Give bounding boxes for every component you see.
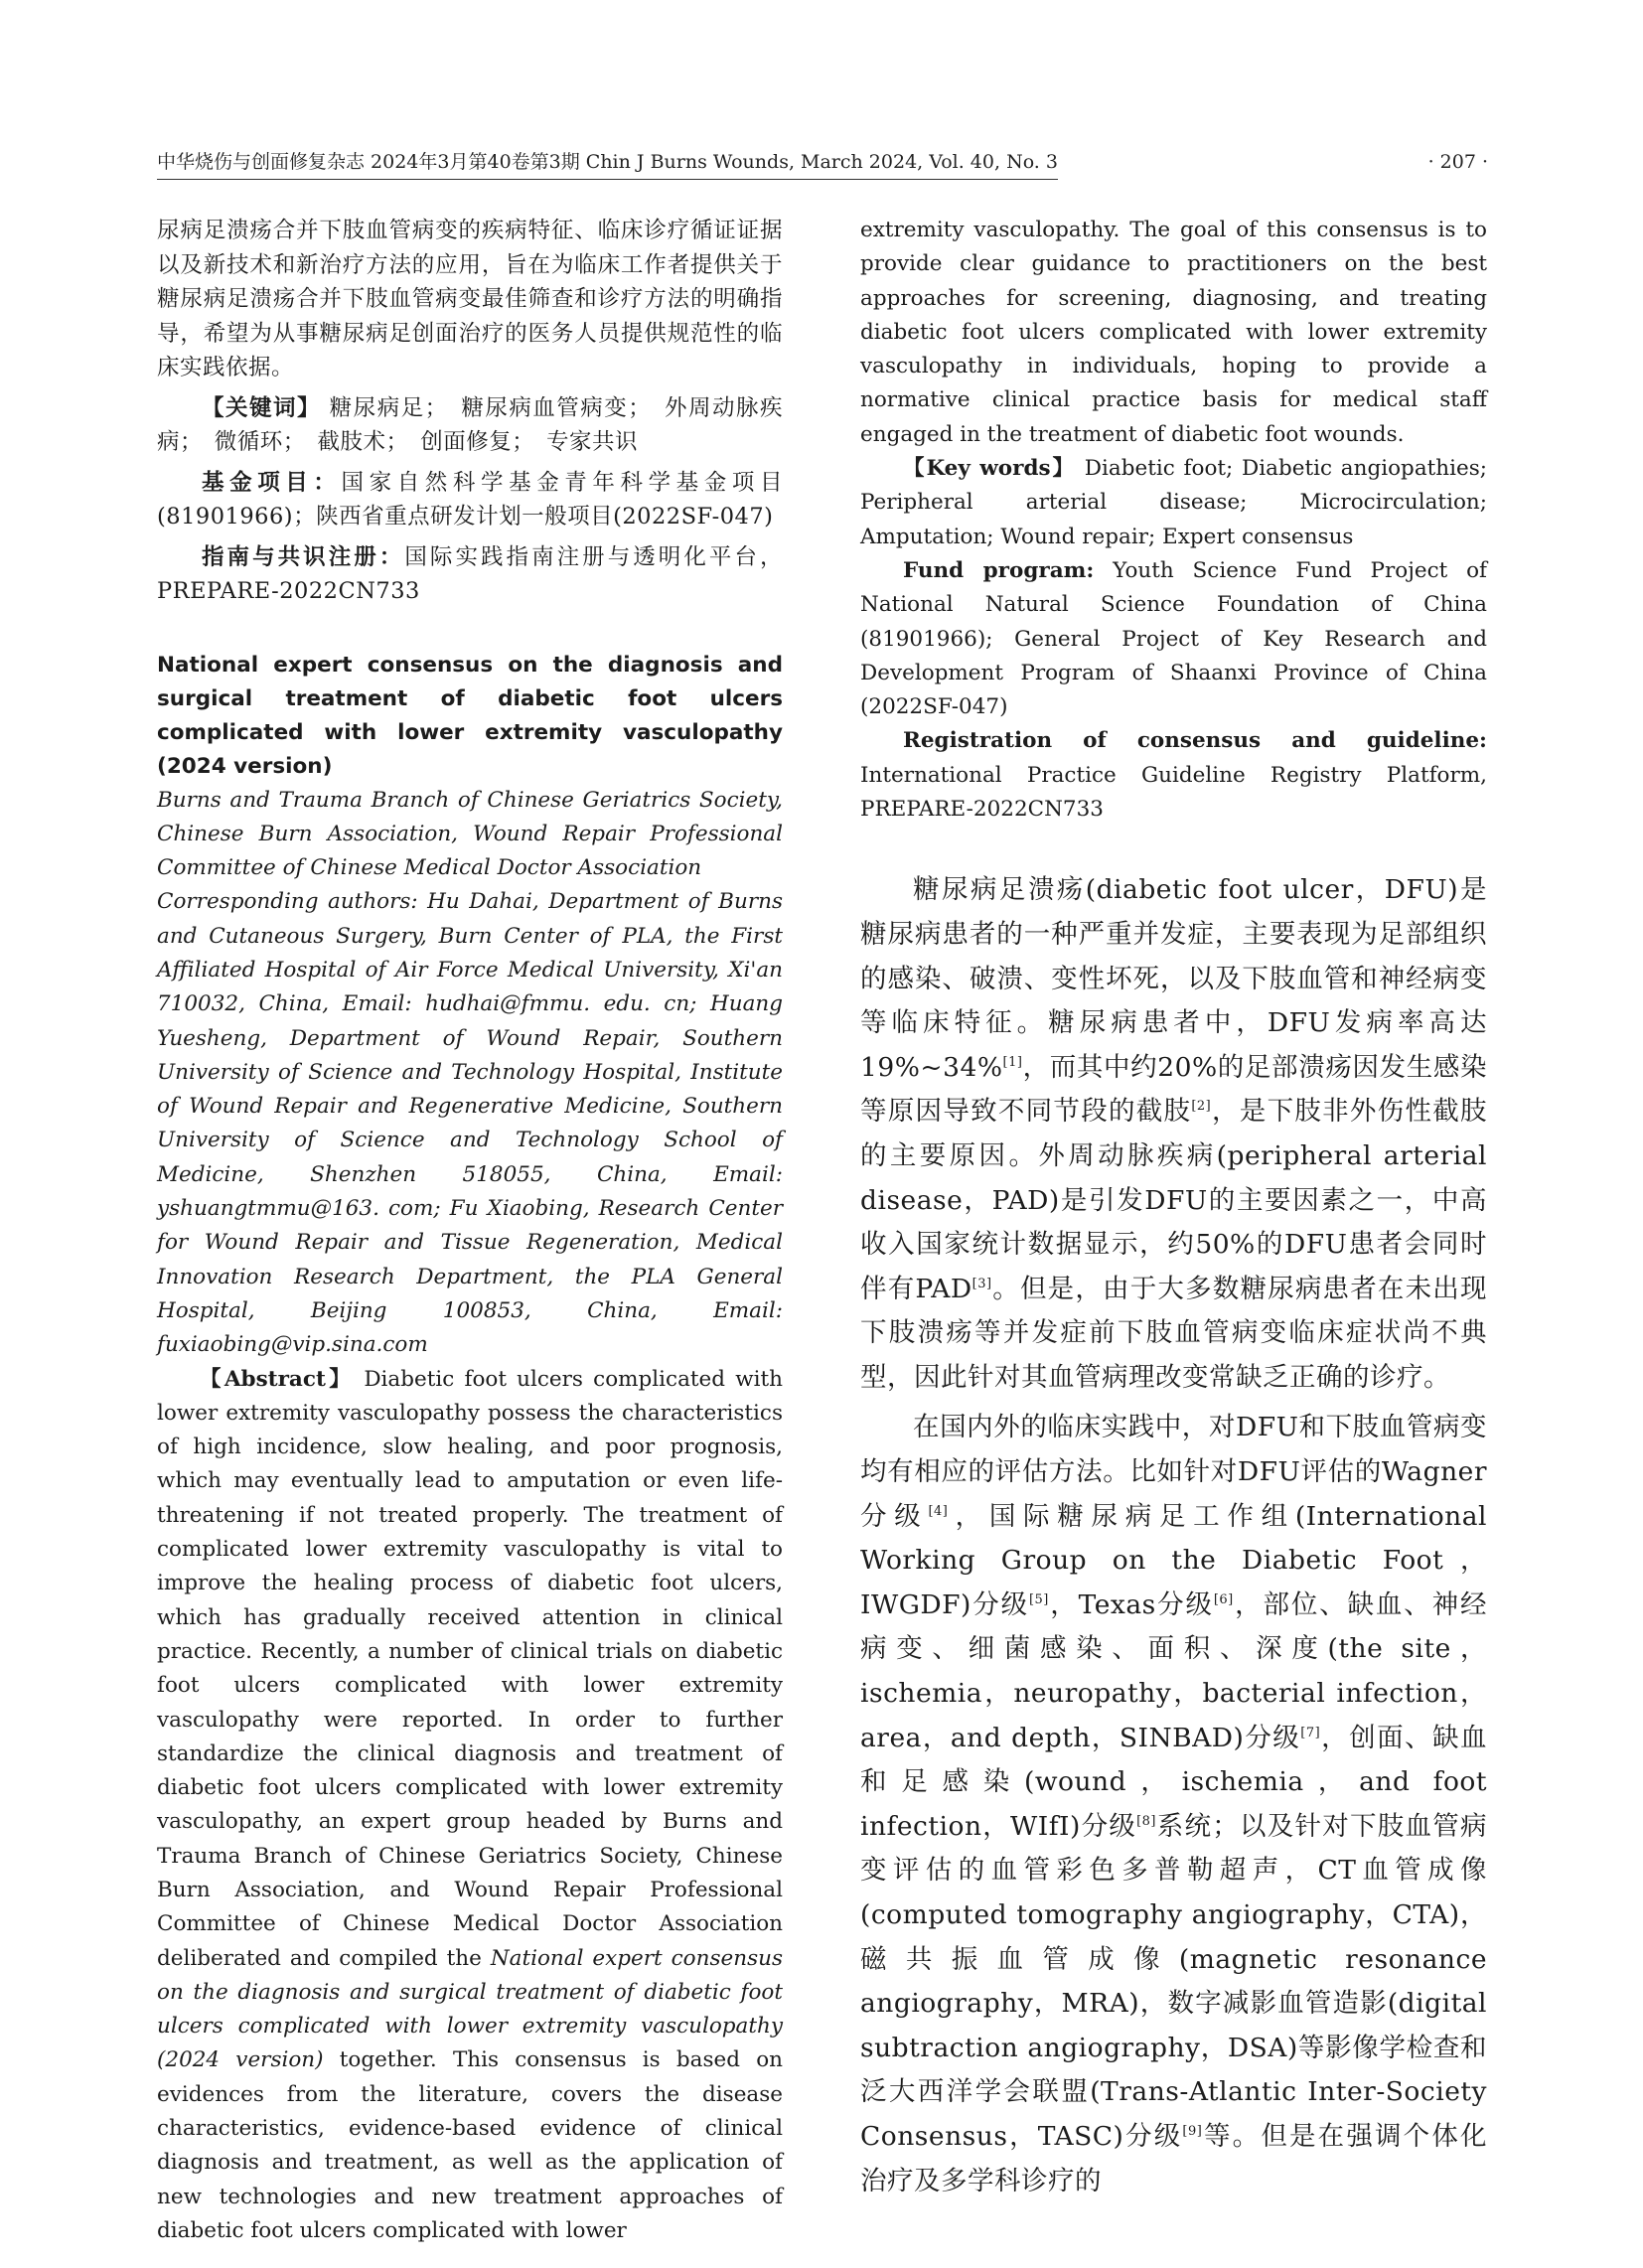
citation-5: [5] (1028, 1592, 1049, 1608)
p1-text-b: ，而其中约20%的足部溃疡因发生感染等原因导致不同节段的截肢 (860, 1051, 1487, 1128)
citation-4: [4] (928, 1503, 949, 1519)
citation-9: [9] (1182, 2124, 1203, 2140)
zh-keywords-text: 糖尿病足； 糖尿病血管病变； 外周动脉疾病； 微循环； 截肢术； 创面修复； 专家共识 (157, 394, 783, 455)
p2-text-f: 系统；以及针对下肢血管病变评估的血管彩色多普勒超声，CT血管成像(computed tomography angiography，CTA)，磁共振血管成像(magnetic resonance angiography，MRA)，数字减影血管造影(digital subtraction angiography，DSA)等影像学检查和泛大西洋学会联盟(Trans-Atlantic Inter-Society Consensus，TASC)分级 (860, 1810, 1488, 2152)
right-column (860, 214, 1487, 2203)
citation-1: [1] (1002, 1054, 1023, 1070)
english-authors: Burns and Trauma Branch of Chinese Geriatrics Society, Chinese Burn Association, Wound Repair Professional Committee of Chinese Medical Doctor Association (157, 787, 783, 881)
zh-fund-text: 国家自然科学基金青年科学基金项目(81901966)；陕西省重点研发计划一般项目(2022SF-047) (157, 469, 783, 529)
english-fund-text: Youth Science Fund Project of National Natural Science Foundation of China (81901966); General Project of Key Research and Development Program of Shaanxi Province of China (2022SF-047) (860, 557, 1487, 720)
citation-7: [7] (1300, 1725, 1321, 1740)
zh-fund-label: 基金项目： (202, 469, 342, 496)
citation-2: [2] (1191, 1099, 1212, 1115)
english-abstract-continued: extremity vasculopathy. The goal of this consensus is to provide clear guidance to practitioners on the best approaches for screening, diagnosing, and treating diabetic foot ulcers complicated with lower extremity vasculopathy in individuals, hoping to provide a normative clinical practice basis for medical staff engaged in the treatment of diabetic foot wounds. (860, 218, 1487, 447)
citation-6: [6] (1213, 1592, 1234, 1608)
corresponding-authors: Corresponding authors: Hu Dahai, Department of Burns and Cutaneous Surgery, Burn Center of PLA, the First Affiliated Hospital of Air Force Medical University, Xi'an 710032, China, Email: hudhai@fmmu. edu. cn; Huang Yuesheng, Department of Wound Repair, Southern University of Science and Technology Hospital, Institute of Wound Repair and Regenerative Medicine, Southern University of Science and Technology School of Medicine, Shenzhen 518055, China, Email: yshuangtmmu@163. com; Fu Xiaobing, Research Center for Wound Repair and Tissue Regeneration, Medical Innovation Research Department, the PLA General Hospital, Beijing 100853, China, Email: fuxiaobing@vip.sina.com (157, 889, 783, 1358)
page-number: · 207 · (1427, 151, 1488, 173)
left-column (157, 214, 783, 2248)
zh-registry-text: 国际实践指南注册与透明化平台，PREPARE-2022CN733 (157, 543, 783, 604)
p1-text-a: 糖尿病足溃疡(diabetic foot ulcer，DFU)是糖尿病患者的一种严重并发症，主要表现为足部组织的感染、破溃、变性坏死，以及下肢血管和神经病变等临床特征。糖尿病患者中，DFU发病率高达19%~34% (860, 874, 1487, 1083)
english-abstract-label: 【Abstract】 (200, 1366, 355, 1392)
journal-citation: 中华烧伤与创面修复杂志 2024年3月第40卷第3期 Chin J Burns Wounds, March 2024, Vol. 40, No. 3 (157, 147, 1058, 180)
p1-text-c: ，是下肢非外伤性截肢的主要原因。外周动脉疾病(peripheral arterial disease，PAD)是引发DFU的主要因素之一，中高收入国家统计数据显示，约50%的DFU患者会同时伴有PAD (860, 1096, 1488, 1304)
p2-text-b: ，国际糖尿病足工作组(International Working Group on the Diabetic Foot，IWGDF)分级 (860, 1500, 1487, 1620)
zh-keywords (157, 391, 783, 460)
english-registry (860, 724, 1487, 827)
p2-text-d: ，部位、缺血、神经病变、细菌感染、面积、深度(the site，ischemia，neuropathy，bacterial infection，area，and depth，SINBAD)分级 (860, 1588, 1487, 1753)
english-registry-text: International Practice Guideline Registry Platform, PREPARE-2022CN733 (860, 762, 1487, 823)
english-title: National expert consensus on the diagnosis and surgical treatment of diabetic foot ulcers complicated with lower extremity vasculopathy (2024 version) (157, 652, 783, 779)
citation-3: [3] (971, 1276, 992, 1291)
english-fund-label: Fund program: (903, 557, 1095, 583)
body-paragraph-2 (860, 1406, 1487, 2203)
running-header (157, 147, 1488, 177)
english-keywords-label: 【Key words】 (903, 456, 1076, 482)
english-abstract-text-b: together. This consensus is based on evidences from the literature, covers the disease characteristics, evidence-based evidence of clinical diagnosis and treatment, as well as the application of new technologies and new treatment approaches of diabetic foot ulcers complicated with lower (157, 2047, 783, 2243)
zh-fund (157, 466, 783, 534)
citation-8: [8] (1136, 1813, 1157, 1829)
english-keywords (860, 452, 1487, 554)
p2-text-a: 在国内外的临床实践中，对DFU和下肢血管病变均有相应的评估方法。比如针对DFU评估的Wagner分级 (860, 1412, 1487, 1532)
p2-text-e: ，创面、缺血和足感染(wound，ischemia，and foot infection，WIfI)分级 (860, 1722, 1488, 1842)
english-keywords-text: Diabetic foot; Diabetic angiopathies; Peripheral arterial disease; Microcirculation; Amputation; Wound repair; Expert consensus (860, 456, 1488, 549)
p2-text-c: ，Texas分级 (1048, 1588, 1214, 1620)
zh-keywords-label: 【关键词】 (202, 394, 321, 421)
english-registry-label: Registration of consensus and guideline: (903, 728, 1487, 754)
body-paragraph-1 (860, 868, 1487, 1400)
zh-registry (157, 540, 783, 609)
zh-registry-label: 指南与共识注册： (202, 543, 405, 570)
zh-abstract-tail: 尿病足溃疡合并下肢血管病变的疾病特征、临床诊疗循证证据以及新技术和新治疗方法的应用，旨在为临床工作者提供关于糖尿病足溃疡合并下肢血管病变最佳筛查和诊疗方法的明确指导，希望为从事糖尿病足创面治疗的医务人员提供规范性的临床实践依据。 (157, 218, 783, 380)
english-abstract-text-a: Diabetic foot ulcers complicated with lower extremity vasculopathy possess the characteristics of high incidence, slow healing, and poor prognosis, which may eventually lead to amputation or even life-threatening if not treated properly. The treatment of complicated lower extremity vasculopathy is vital to improve the healing process of diabetic foot ulcers, which has gradually received attention in clinical practice. Recently, a number of clinical trials on diabetic foot ulcers complicated with lower extremity vasculopathy were reported. In order to further standardize the clinical diagnosis and treatment of diabetic foot ulcers complicated with lower extremity vasculopathy, an expert group headed by Burns and Trauma Branch of Chinese Geriatrics Society, Chinese Burn Association, and Wound Repair Professional Committee of Chinese Medical Doctor Association deliberated and compiled the (157, 1366, 783, 1971)
p2-text-g: 等。但是在强调个体化治疗及多学科诊疗的 (860, 2120, 1487, 2196)
p1-text-d: 。但是，由于大多数糖尿病患者在未出现下肢溃疡等并发症前下肢血管病变临床症状尚不典型，因此针对其血管病理改变常缺乏正确的诊疗。 (860, 1273, 1487, 1393)
english-abstract (157, 1363, 783, 2249)
english-abstract-italic-title: National expert consensus on the diagnosis and surgical treatment of diabetic foot ulcers complicated with lower extremity vasculopathy (2024 version) (157, 1945, 783, 2073)
english-fund (860, 554, 1487, 724)
